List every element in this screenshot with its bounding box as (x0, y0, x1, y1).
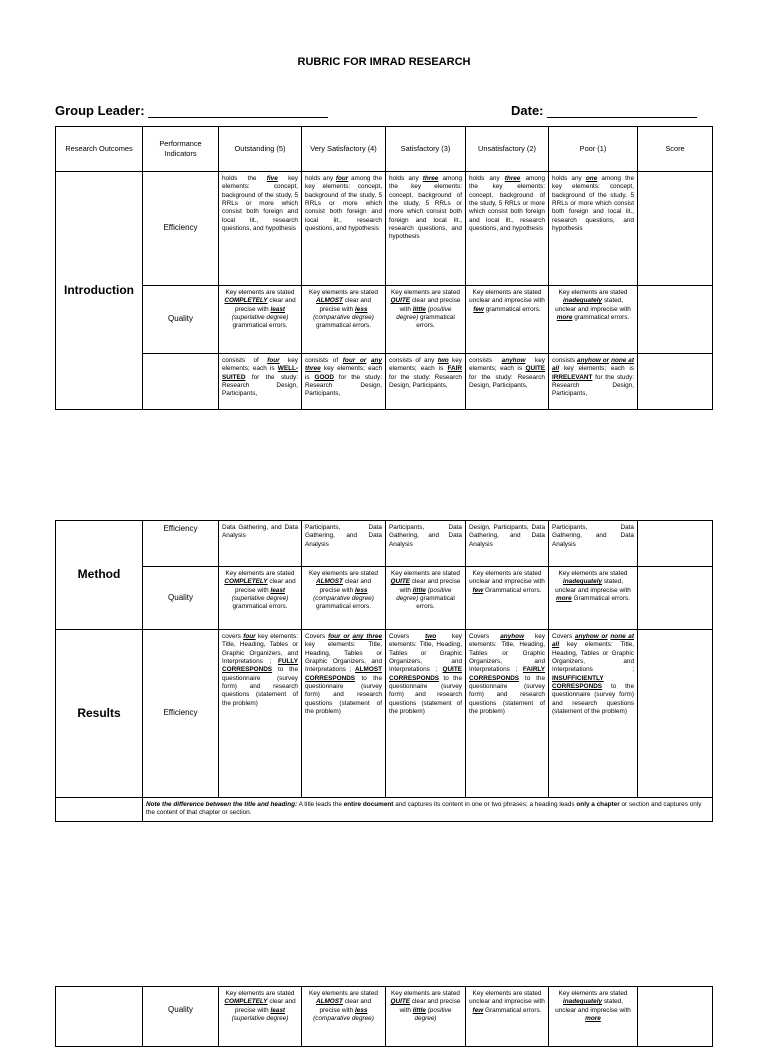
cell-intro-eff-2: holds any three among the key elements: concept, background of the study, 5 RRLs or more which consist both foreign and local lit., research questions, and hypothesis (466, 172, 549, 286)
table-row (56, 987, 713, 1047)
date-label: Date: (511, 103, 544, 118)
page-title: RUBRIC FOR IMRAD RESEARCH (297, 56, 471, 68)
cell-intro-eff-1: holds any one among the key elements: concept, background of the study, 5 RRLs or more which consist both foreign and local lit., research questions, and hypothesis (549, 172, 638, 286)
score-cell[interactable] (638, 286, 713, 354)
rubric-table-method-results (55, 520, 713, 822)
table-row (56, 172, 713, 286)
score-cell[interactable] (638, 987, 713, 1047)
cell-intro-eff-3: holds any three among the key elements: concept, background of the study, 5 RRLs or more which consist both foreign and local lit., research questions, and hypothesis (386, 172, 466, 286)
cell-intro-eff-4: holds any four among the key elements: concept, background of the study, 5 RRLs or more which consist both foreign and local lit., research questions, and hypothesis (302, 172, 386, 286)
table-row (56, 521, 713, 567)
table-row (56, 354, 713, 410)
cell-method-eff-5: Data Gathering, and Data Analysis (219, 521, 302, 567)
cell-intro-q-3: Key elements are stated QUITE clear and precise with little (positive degree) grammatical errors. (386, 286, 466, 354)
score-cell[interactable] (638, 567, 713, 630)
cell-intro-c-2: consists anyhow key elements; each is QUITE for the study: Research Design, Participants, (466, 354, 549, 410)
score-cell[interactable] (638, 354, 713, 410)
col-score: Score (638, 127, 713, 172)
col-performance-indicators: Performance Indicators (143, 127, 219, 172)
cell-method-eff-1: Participants, Data Gathering, and Data Analysis (549, 521, 638, 567)
group-leader-field[interactable] (55, 103, 328, 118)
score-cell[interactable] (638, 172, 713, 286)
cell-results-eff-2: Covers anyhow key elements: Title, Heading, Tables or Graphic Organizers, and Interpretations ; FAIRLY CORRESPONDS to the questionnaire (survey form) and research questions (statement of the problem) (466, 630, 549, 798)
table-row (56, 798, 713, 822)
indicator-efficiency: Efficiency (143, 172, 219, 286)
cell-intro-eff-5: holds the five key elements: concept, background of the study, 5 RRLs or more which consist both foreign and local lit., research questions, and hypothesis (219, 172, 302, 286)
score-cell[interactable] (638, 521, 713, 567)
col-very-satisfactory: Very Satisfactory (4) (302, 127, 386, 172)
date-blank[interactable] (547, 105, 697, 118)
group-leader-blank[interactable] (148, 105, 328, 118)
col-unsatisfactory: Unsatisfactory (2) (466, 127, 549, 172)
score-cell[interactable] (638, 630, 713, 798)
indicator-efficiency: Efficiency (143, 630, 219, 798)
outcome-introduction: Introduction (56, 172, 143, 410)
cell-results-eff-5: covers four key elements: Title, Heading, Tables or Graphic Organizers, and Interpretations ; FULLY CORRESPONDS to the questionnaire (survey form) and research questions (statement of the problem) (219, 630, 302, 798)
col-poor: Poor (1) (549, 127, 638, 172)
cell-q3-4: Key elements are stated ALMOST clear and precise with less (comparative degree) (302, 987, 386, 1047)
table-row (56, 630, 713, 798)
cell-intro-c-1: consists anyhow or none at all key elements; each is IRRELEVANT for the study: Research Design, Participants, (549, 354, 638, 410)
cell-q3-1: Key elements are stated inadequately stated, unclear and imprecise with more (549, 987, 638, 1047)
cell-results-eff-1: Covers anyhow or none at all key elements: Title, Heading, Tables or Graphic Organizers, and Interpretations ; INSUFFICIENTLY CORRESPONDS to the questionnaire (survey form) and research questions (statement of the problem) (549, 630, 638, 798)
rubric-table-introduction (55, 126, 713, 410)
header-row (56, 127, 713, 172)
indicator-blank (143, 354, 219, 410)
indicator-quality: Quality (143, 987, 219, 1047)
cell-intro-c-3: consists of any two key elements; each is FAIR for the study: Research Design, Participants, (386, 354, 466, 410)
note-blank (56, 798, 143, 822)
outcome-results: Results (56, 630, 143, 798)
cell-q3-5: Key elements are stated COMPLETELY clear and precise with least (superlative degree) (219, 987, 302, 1047)
table-row (56, 286, 713, 354)
cell-method-q-3: Key elements are stated QUITE clear and precise with little (positive degree) grammatical errors. (386, 567, 466, 630)
indicator-efficiency: Efficiency (143, 521, 219, 567)
cell-method-eff-2: Design, Participants, Data Gathering, and Data Analysis (466, 521, 549, 567)
indicator-quality: Quality (143, 567, 219, 630)
cell-intro-q-2: Key elements are stated unclear and imprecise with few grammatical errors. (466, 286, 549, 354)
table-row (56, 567, 713, 630)
cell-method-q-5: Key elements are stated COMPLETELY clear and precise with least (superlative degree) grammatical errors. (219, 567, 302, 630)
cell-method-q-4: Key elements are stated ALMOST clear and precise with less (comparative degree) grammatical errors. (302, 567, 386, 630)
cell-q3-3: Key elements are stated QUITE clear and precise with little (positive degree) (386, 987, 466, 1047)
rubric-table-quality-continued (55, 986, 713, 1047)
cell-results-eff-4: Covers four or any three key elements: Title, Heading, Tables or Graphic Organizers, and Interpretations ; ALMOST CORRESPONDS to the questionnaire (survey form) and research questions (statement of the problem) (302, 630, 386, 798)
outcome-blank (56, 987, 143, 1047)
cell-intro-c-4: consists of four or any three key elements; each is GOOD for the study: Research Design, Participants, (302, 354, 386, 410)
outcome-method: Method (56, 521, 143, 630)
col-satisfactory: Satisfactory (3) (386, 127, 466, 172)
col-outstanding: Outstanding (5) (219, 127, 302, 172)
col-research-outcomes: Research Outcomes (56, 127, 143, 172)
cell-intro-q-5: Key elements are stated COMPLETELY clear and precise with least (superlative degree) grammatical errors. (219, 286, 302, 354)
group-leader-label: Group Leader: (55, 103, 145, 118)
cell-method-q-2: Key elements are stated unclear and imprecise with few Grammatical errors. (466, 567, 549, 630)
cell-intro-q-1: Key elements are stated inadequately stated, unclear and imprecise with more grammatical errors. (549, 286, 638, 354)
note-cell: Note the difference between the title and heading: A title leads the entire document and captures its content in one or two phrases; a heading leads only a chapter or section and captures only the content of that chapter or section. (143, 798, 713, 822)
date-field[interactable] (511, 103, 697, 118)
cell-results-eff-3: Covers two key elements: Title, Heading, Tables or Graphic Organizers, and Interpretations ; QUITE CORRESPONDS to the questionnaire (survey form) and research questions (statement of the problem) (386, 630, 466, 798)
cell-method-eff-3: Participants, Data Gathering, and Data Analysis (386, 521, 466, 567)
cell-method-eff-4: Participants, Data Gathering, and Data Analysis (302, 521, 386, 567)
cell-method-q-1: Key elements are stated inadequately stated, unclear and imprecise with more Grammatical errors. (549, 567, 638, 630)
cell-q3-2: Key elements are stated unclear and imprecise with few Grammatical errors. (466, 987, 549, 1047)
cell-intro-c-5: consists of four key elements; each is WELL- SUITED for the study: Research Design, Participants, (219, 354, 302, 410)
indicator-quality: Quality (143, 286, 219, 354)
cell-intro-q-4: Key elements are stated ALMOST clear and precise with less (comparative degree) grammatical errors. (302, 286, 386, 354)
